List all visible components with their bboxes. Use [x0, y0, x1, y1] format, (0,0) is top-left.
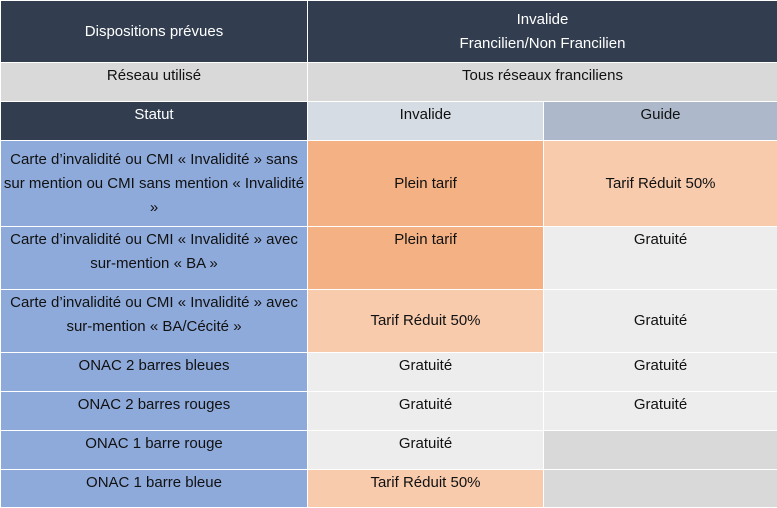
guide-cell: [544, 470, 777, 508]
statut-cell: ONAC 1 barre bleue: [1, 470, 308, 508]
header-row: [1, 1, 777, 63]
statut-cell: Carte d’invalidité ou CMI « Invalidité » avec sur-mention « BA »: [1, 227, 308, 290]
dispositions-header: Dispositions prévues: [1, 1, 308, 63]
subheader-row: [1, 102, 777, 141]
statut-cell: ONAC 2 barres rouges: [1, 392, 308, 431]
statut-cell: ONAC 1 barre rouge: [1, 431, 308, 470]
guide-cell: Gratuité: [544, 290, 777, 353]
table-row: [1, 470, 777, 508]
statut-cell: ONAC 2 barres bleues: [1, 353, 308, 392]
invalide-cell: Tarif Réduit 50%: [308, 290, 544, 353]
invalide-cell: Gratuité: [308, 353, 544, 392]
table-row: [1, 431, 777, 470]
guide-cell: Tarif Réduit 50%: [544, 141, 777, 227]
guide-column-header: Guide: [544, 102, 777, 141]
invalide-column-header: Invalide: [308, 102, 544, 141]
guide-cell: Gratuité: [544, 227, 777, 290]
reseau-row: [1, 63, 777, 102]
invalide-cell: Gratuité: [308, 392, 544, 431]
statut-header: Statut: [1, 102, 308, 141]
table-row: [1, 290, 777, 353]
statut-cell: Carte d’invalidité ou CMI « Invalidité » sans sur mention ou CMI sans mention « Invalidité »: [1, 141, 308, 227]
table-row: [1, 353, 777, 392]
guide-cell: Gratuité: [544, 392, 777, 431]
invalide-header-line2: Francilien/Non Francilien: [308, 32, 777, 56]
invalide-cell: Gratuité: [308, 431, 544, 470]
invalide-cell: Plein tarif: [308, 141, 544, 227]
invalide-header: [308, 1, 777, 63]
reseau-label: Réseau utilisé: [1, 63, 308, 102]
invalide-header-line1: Invalide: [308, 8, 777, 32]
reseau-value: Tous réseaux franciliens: [308, 63, 777, 102]
guide-cell: [544, 431, 777, 470]
invalide-cell: Tarif Réduit 50%: [308, 470, 544, 508]
table-row: [1, 141, 777, 227]
statut-cell: Carte d’invalidité ou CMI « Invalidité » avec sur-mention « BA/Cécité »: [1, 290, 308, 353]
guide-cell: Gratuité: [544, 353, 777, 392]
invalide-cell: Plein tarif: [308, 227, 544, 290]
table-row: [1, 227, 777, 290]
table-row: [1, 392, 777, 431]
